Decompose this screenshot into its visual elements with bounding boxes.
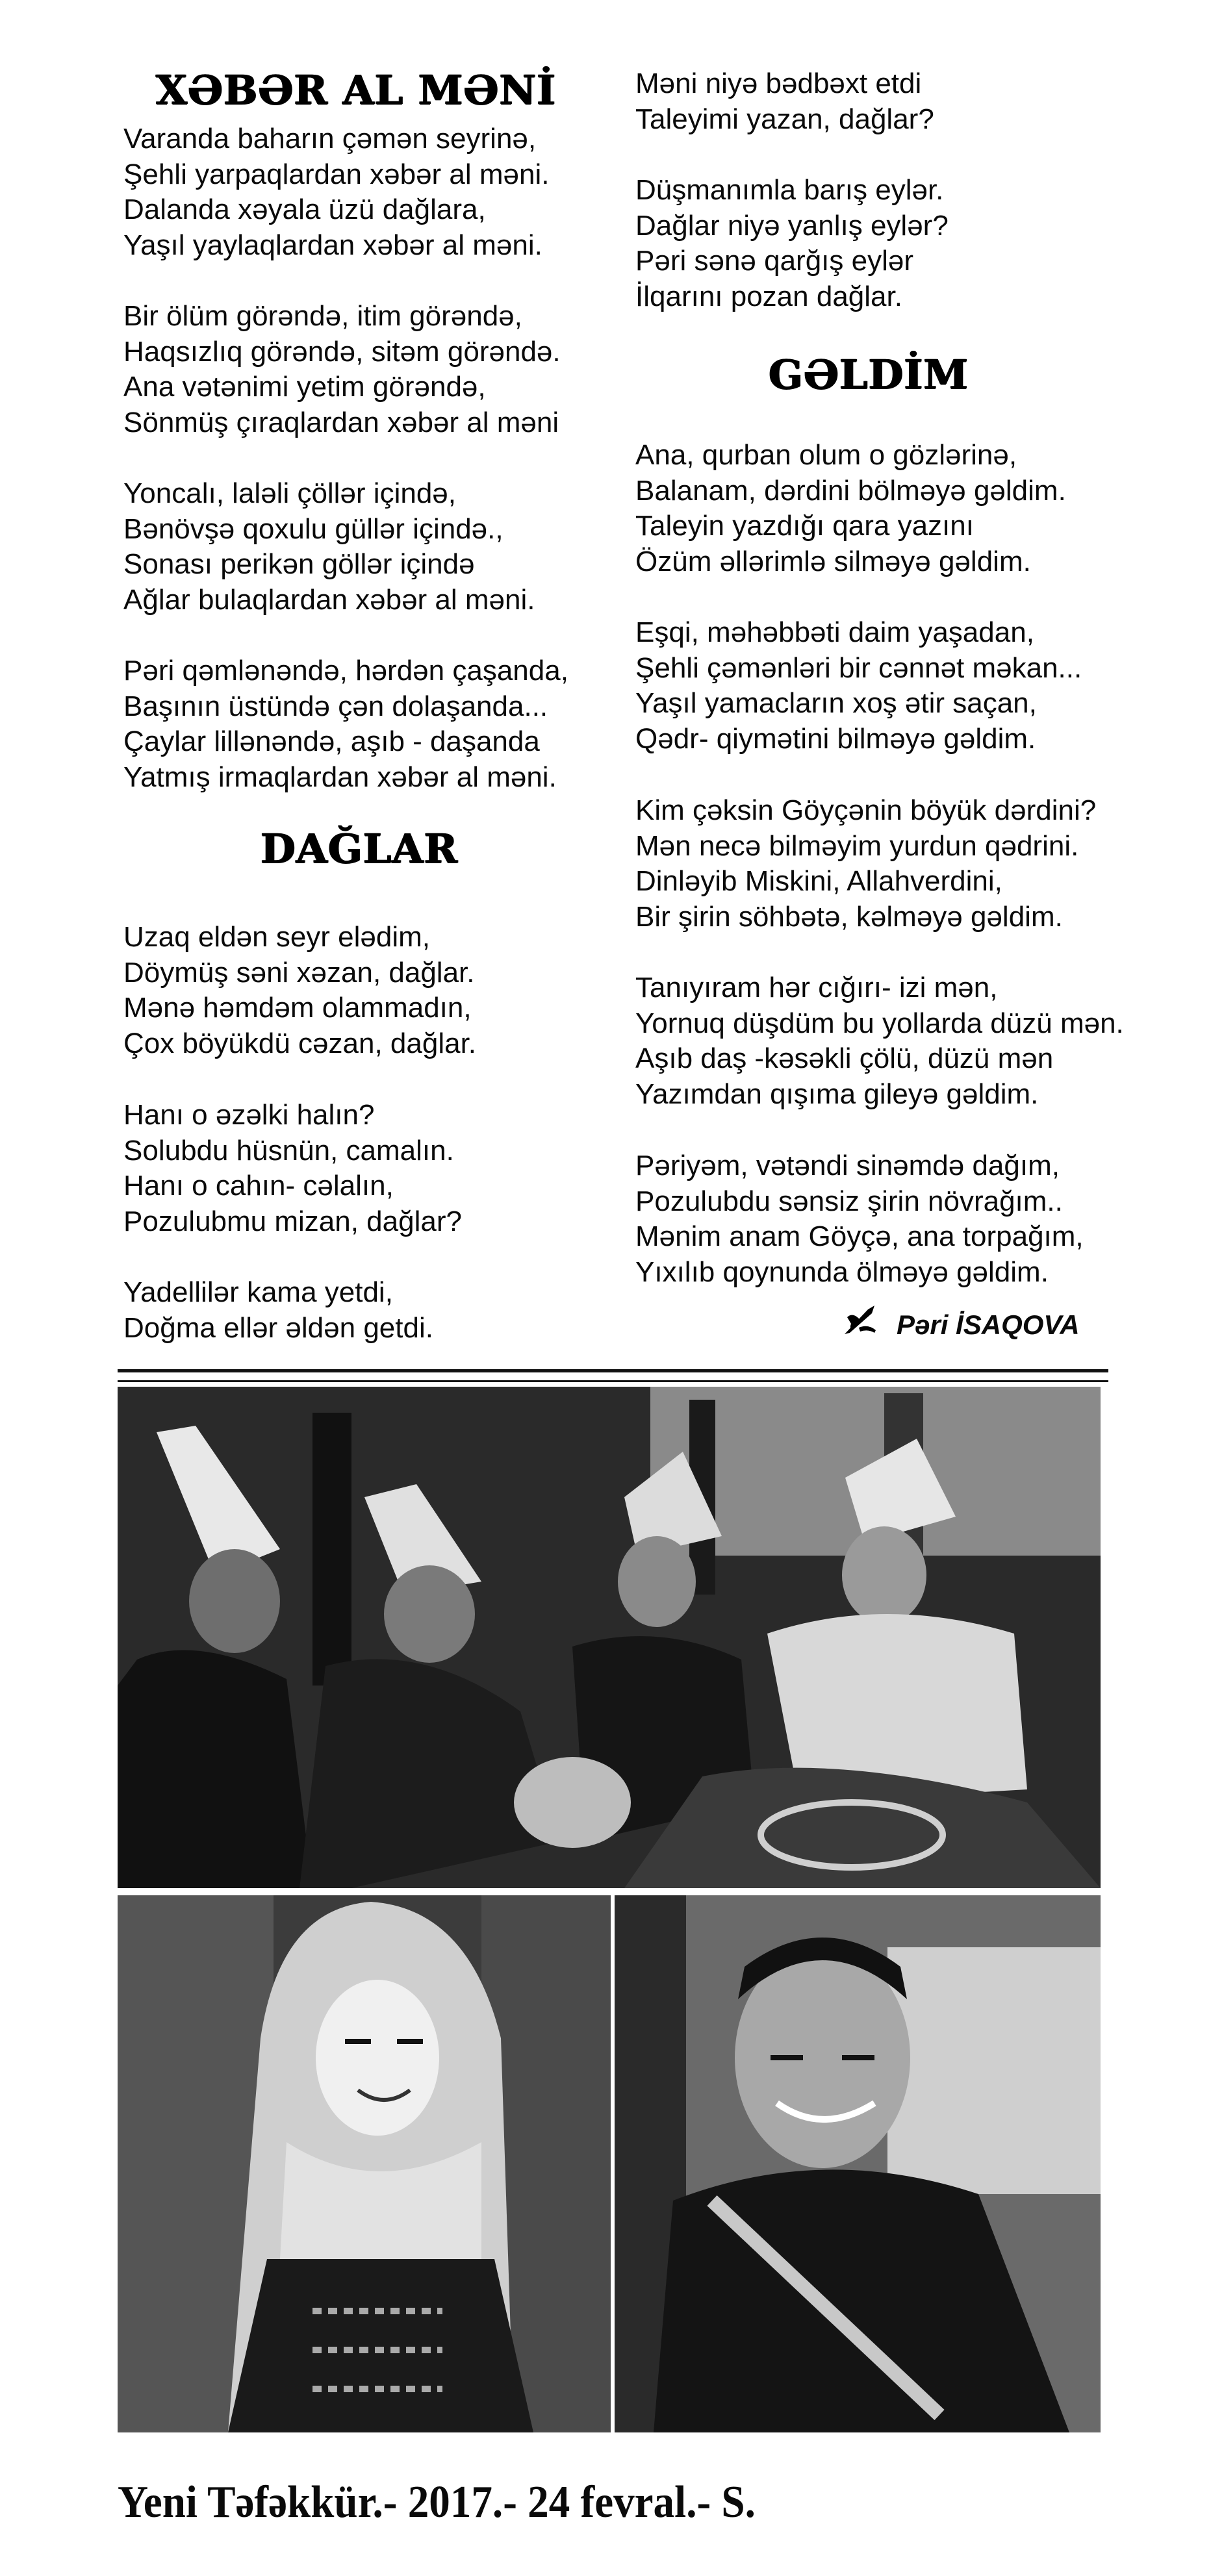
- divider-rule: [118, 1380, 1108, 1382]
- poem-line: Sonası perikən göllər içində: [123, 548, 475, 581]
- poem-line: Mənim anam Göyçə, ana torpağım,: [635, 1220, 1084, 1253]
- poem-line: Çox böyükdü cəzan, dağlar.: [123, 1028, 477, 1060]
- poem-line: Balanam, dərdini bölməyə gəldim.: [635, 474, 1066, 507]
- poem-line: Düşmanımla barış eylər.: [635, 174, 944, 206]
- poem-line: Yazımdan qışıma gileyə gəldim.: [635, 1078, 1039, 1111]
- poem-line: Döymüş səni xəzan, dağlar.: [123, 956, 475, 989]
- poem-line: Dinləyib Miskini, Allahverdini,: [635, 865, 1002, 898]
- poem-line: Dağlar niyə yanlış eylər?: [635, 209, 949, 242]
- poem-line: Ana, qurban olum o gözlərinə,: [635, 439, 1017, 471]
- poem-line: Bir şirin söhbətə, kəlməyə gəldim.: [635, 901, 1063, 933]
- photo-woman-headdress: [118, 1895, 611, 2432]
- poem-title-xeber-al-meni: XƏBƏR AL MƏNİ: [155, 66, 557, 114]
- poem-line: Taleyimi yazan, dağlar?: [635, 103, 934, 135]
- stanza: [635, 1148, 1084, 1291]
- poem-line: Eşqi, məhəbbəti daim yaşadan,: [635, 616, 1034, 648]
- poem-line: Yoncalı, laləli çöllər içində,: [123, 477, 456, 509]
- poem-line: Bir ölüm görəndə, itim görəndə,: [123, 300, 522, 332]
- poem-line: Hanı o cahın- cəlalın,: [123, 1170, 394, 1202]
- poem-line: Yaşıl yamacların xoş ətir saçan,: [635, 687, 1037, 720]
- poem-line: Çaylar lillənəndə, aşıb - daşanda: [123, 726, 540, 758]
- poem-line: Başının üstündə çən dolaşanda...: [123, 690, 548, 722]
- stanza: [635, 615, 1082, 757]
- stanza: [635, 793, 1096, 935]
- poem-line: Sönmüş çıraqlardan xəbər al məni: [123, 407, 559, 439]
- poem-line: Ağlar bulaqlardan xəbər al məni.: [123, 584, 535, 616]
- poem-line: Kim çəksin Göyçənin böyük dərdini?: [635, 794, 1097, 826]
- divider-rule: [118, 1369, 1108, 1372]
- poem-line: Bənövşə qoxulu güllər içində.,: [123, 512, 504, 545]
- poem-line: Özüm əllərimlə silməyə gəldim.: [635, 546, 1031, 578]
- author-signature: [842, 1304, 1080, 1345]
- photo-smiling-man: [615, 1895, 1101, 2432]
- poem-line: Mənə həmdəm olammadın,: [123, 992, 472, 1024]
- poem-line: Pozulubdu sənsiz şirin növrağım..: [635, 1185, 1063, 1217]
- poem-line: Doğma ellər əldən getdi.: [123, 1311, 433, 1344]
- pen-icon: [842, 1304, 880, 1345]
- stanza: [123, 299, 561, 441]
- poem-line: Pəri qəmlənəndə, hərdən çaşanda,: [123, 655, 568, 687]
- poem-line: Uzaq eldən seyr elədim,: [123, 921, 431, 953]
- poem-title-daglar: DAĞLAR: [260, 825, 459, 872]
- poem-title-geldim: GƏLDİM: [769, 351, 969, 398]
- poem-line: Pəriyəm, vətəndi sinəmdə dağım,: [635, 1150, 1060, 1181]
- poem-line: Hanı o əzəlki halın?: [123, 1099, 375, 1131]
- stanza: [123, 920, 476, 1062]
- poem-line: Solubdu hüsnün, camalın.: [123, 1134, 454, 1167]
- poem-line: Yaşıl yaylaqlardan xəbər al məni.: [123, 229, 542, 262]
- poem-line: Qədr- qiymətini bilməyə gəldim.: [635, 723, 1036, 755]
- source-caption: Yeni Təfəkkür.- 2017.- 24 fevral.- S.: [118, 2477, 756, 2527]
- poem-line: Taleyin yazdığı qara yazını: [635, 510, 974, 542]
- poem-line: Pəri sənə qarğış eylər: [635, 245, 913, 277]
- stanza: [635, 970, 1124, 1113]
- poem-line: Pozulubmu mizan, dağlar?: [123, 1206, 462, 1238]
- poem-line: Mən necə bilməyim yurdun qədrini.: [635, 829, 1079, 862]
- stanza: [123, 1098, 462, 1240]
- photo-group-women-headdresses: [118, 1387, 1101, 1888]
- poem-line: Ana vətənimi yetim görəndə,: [123, 371, 486, 403]
- poem-line: Yornuq düşdüm bu yollarda düzü mən.: [635, 1007, 1124, 1039]
- poem-line: Tanıyıram hər cığırı- izi mən,: [635, 972, 998, 1004]
- poem-line: Yadellilər kama yetdi,: [123, 1276, 393, 1308]
- stanza: [123, 121, 550, 264]
- stanza: [123, 476, 535, 618]
- stanza: [635, 66, 934, 137]
- poem-line: İlqarını pozan dağlar.: [635, 281, 902, 313]
- poem-line: Aşıb daş -kəsəkli çölü, düzü mən: [635, 1042, 1054, 1075]
- stanza: [123, 653, 568, 796]
- poem-line: Varanda baharın çəmən seyrinə,: [123, 123, 537, 155]
- poem-line: Dalanda xəyala üzü dağlara,: [123, 194, 486, 226]
- poem-line: Yatmış irmaqlardan xəbər al məni.: [123, 761, 557, 794]
- poem-line: Haqsızlıq görəndə, sitəm görəndə.: [123, 335, 561, 368]
- stanza: [635, 173, 949, 315]
- poem-line: Yıxılıb qoynunda ölməyə gəldim.: [635, 1256, 1049, 1289]
- poem-line: Məni niyə bədbəxt etdi: [635, 68, 922, 99]
- stanza: [635, 438, 1066, 580]
- author-name: Pəri İSAQOVA: [897, 1309, 1080, 1340]
- stanza: [123, 1275, 433, 1346]
- poem-line: Şehli yarpaqlardan xəbər al məni.: [123, 158, 550, 190]
- poem-line: Şehli çəmənləri bir cənnət məkan...: [635, 651, 1082, 684]
